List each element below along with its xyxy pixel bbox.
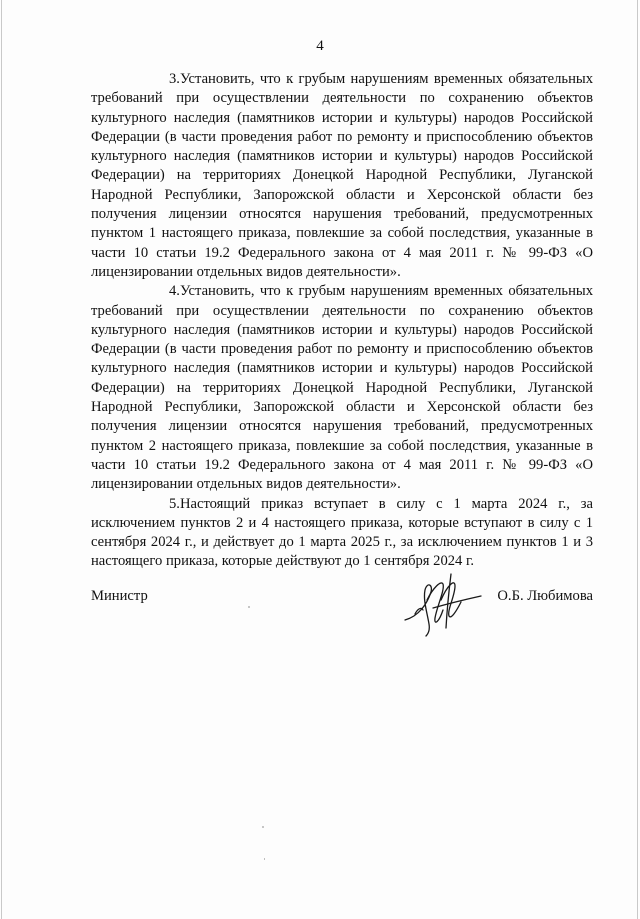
- signature-block: [91, 588, 593, 648]
- paragraph-number: 3.: [169, 71, 180, 87]
- paragraph-text: Установить, что к грубым нарушениям временных обязательных требований при осуществлении деятельности по сохранению объектов культурного наследия (памятников истории и культуры) народов Российской Федерации (в части проведения работ по ремонту и приспособлению объектов культурного наследия (памятников истории и культуры) народов Российской Федерации) на территориях Донецкой Народной Республики, Луганской Народной Республики, Запорожской области и Херсонской области без получения лицензии относятся нарушения требований, предусмотренных пунктом 2 настоящего приказа, повлекшие за собой последствия, указанные в части 10 статьи 19.2 Федерального закона от 4 мая 2011 г. № 99-ФЗ «О лицензировании отдельных видов деятельности».: [91, 283, 593, 493]
- scan-edge-left: [1, 0, 2, 919]
- scan-speck: [248, 606, 250, 608]
- document-body: [91, 70, 593, 572]
- scan-speck: [264, 858, 265, 860]
- signatory-title: Министр: [91, 588, 148, 604]
- paragraph-text: Установить, что к грубым нарушениям временных обязательных требований при осуществлении деятельности по сохранению объектов культурного наследия (памятников истории и культуры) народов Российской Федерации (в части проведения работ по ремонту и приспособлению объектов культурного наследия (памятников истории и культуры) народов Российской Федерации) на территориях Донецкой Народной Республики, Луганской Народной Республики, Запорожской области и Херсонской области без получения лицензии относятся нарушения требований, предусмотренных пунктом 1 настоящего приказа, повлекшие за собой последствия, указанные в части 10 статьи 19.2 Федерального закона от 4 мая 2011 г. № 99-ФЗ «О лицензировании отдельных видов деятельности».: [91, 71, 593, 280]
- scan-edge-right: [637, 0, 638, 919]
- scan-speck: [262, 826, 264, 828]
- page-number: 4: [316, 38, 324, 54]
- paragraph-text: Настоящий приказ вступает в силу с 1 марта 2024 г., за исключением пунктов 2 и 4 настоящего приказа, которые вступают в силу с 1 сентября 2024 г., и действует до 1 марта 2025 г., за исключением пунктов 1 и 3 настоящего приказа, которые действуют до 1 сентября 2024 г.: [91, 495, 593, 570]
- paragraph-3: [91, 70, 593, 282]
- paragraph-number: 4.: [169, 283, 180, 300]
- handwritten-signature: [397, 570, 487, 640]
- paragraph-number: 5.: [169, 495, 180, 512]
- paragraph-4: [91, 282, 593, 494]
- paragraph-5: [91, 495, 593, 572]
- signatory-name: О.Б. Любимова: [497, 588, 593, 604]
